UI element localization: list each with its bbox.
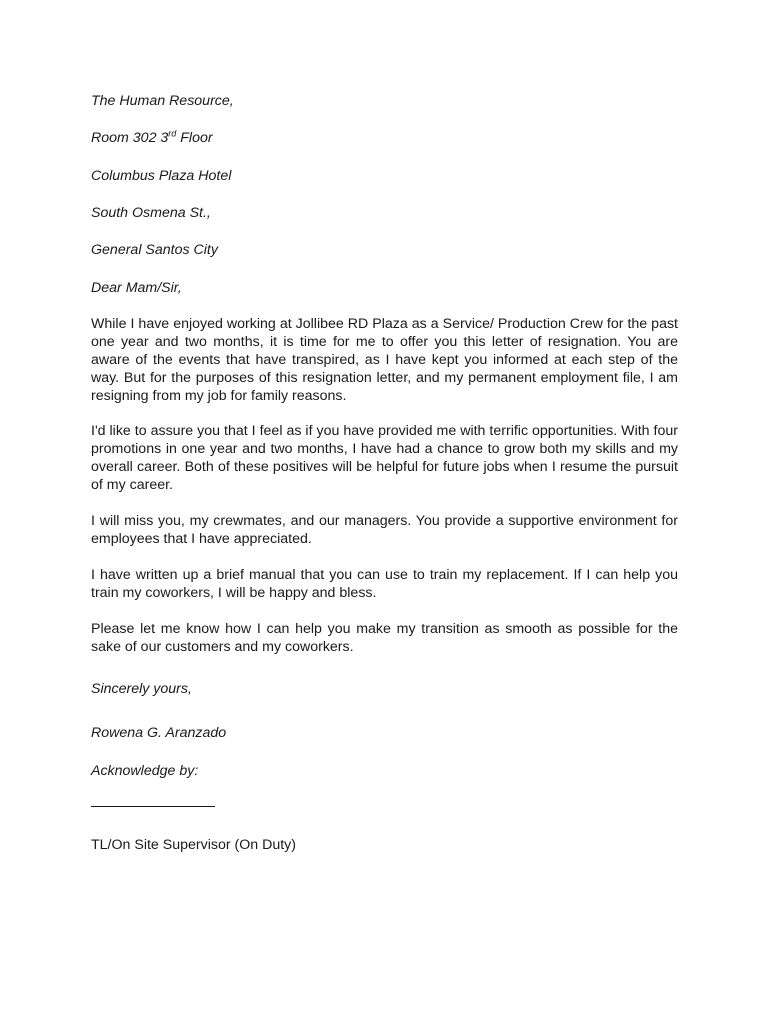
body-paragraph-1: While I have enjoyed working at Jollibee RD Plaza as a Service/ Production Crew for the past one year and two months, it is time for me to offer you this letter of resignation. You are aware of the events that have transpired, as I have kept you informed at each step of the way. But for the purposes of this resignation letter, and my permanent employment file, I am resigning from my job for family reasons.: [91, 316, 678, 404]
room-prefix: Room 302 3: [91, 130, 169, 146]
body-paragraph-3: I will miss you, my crewmates, and our managers. You provide a supportive environment for employees that I have appreciated.: [91, 513, 678, 547]
body-paragraph-2: I'd like to assure you that I feel as if you have provided me with terrific opportunities. With four promotions in one year and two months, I have had a chance to grow both my skills and my overall career. Both of these positives will be helpful for future jobs when I resume the pursuit of my career.: [91, 423, 678, 493]
salutation: Dear Mam/Sir,: [91, 280, 182, 296]
recipient-line: The Human Resource,: [91, 93, 234, 109]
street-line: South Osmena St.,: [91, 205, 211, 221]
room-ordinal-suffix: rd: [168, 128, 177, 139]
signature-blank-line: [91, 806, 215, 807]
city-line: General Santos City: [91, 242, 218, 258]
building-line: Columbus Plaza Hotel: [91, 168, 232, 184]
signature-name: Rowena G. Aranzado: [91, 725, 227, 741]
acknowledge-label: Acknowledge by:: [91, 763, 199, 779]
room-line: [91, 129, 213, 147]
acknowledge-role: TL/On Site Supervisor (On Duty): [91, 837, 296, 853]
body-paragraph-5: Please let me know how I can help you make my transition as smooth as possible for the sake of our customers and my coworkers.: [91, 621, 678, 655]
body-paragraph-4: I have written up a brief manual that you can use to train my replacement. If I can help you train my coworkers, I will be happy and bless.: [91, 567, 678, 601]
closing: Sincerely yours,: [91, 681, 192, 697]
room-floor: Floor: [176, 130, 213, 146]
